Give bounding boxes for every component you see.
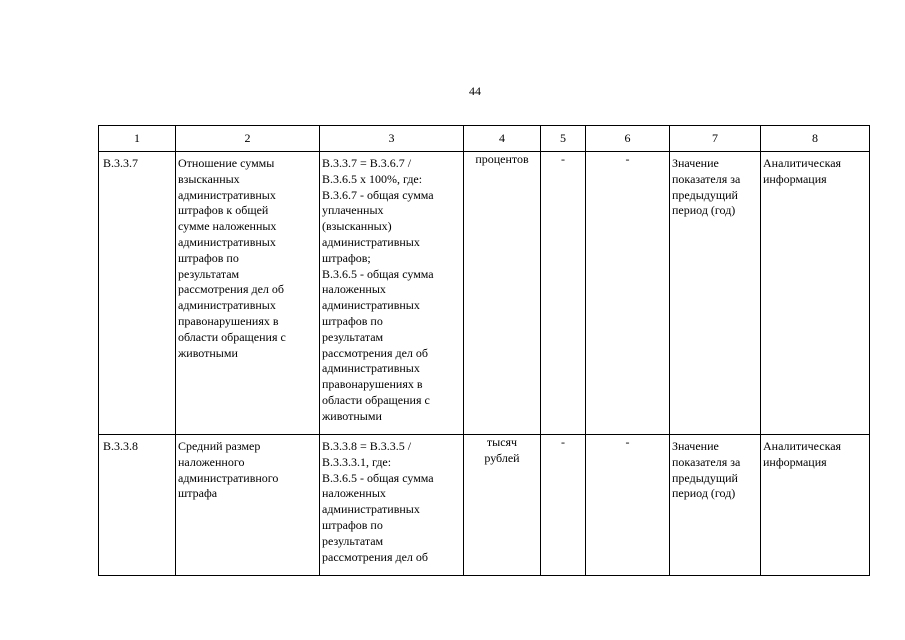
indicator-name-cell: [176, 152, 320, 435]
indicator-unit-cell: [464, 152, 541, 435]
indicator-formula: В.3.3.7 = В.3.6.7 / В.3.6.5 х 100%, где: В.3.6.7 - общая сумма уплаченных (взысканных) административных штрафов; В.3.6.5 - общая сумма наложенных административных штрафов по результатам рассмотрения дел об административных правонарушениях в области обращения с животными: [322, 156, 434, 423]
indicator-value-cell: [670, 152, 761, 435]
indicator-source: Аналитическая информация: [763, 439, 842, 469]
indicator-formula-cell: [320, 152, 464, 435]
indicator-source-cell: [761, 152, 870, 435]
table-row: [99, 435, 870, 576]
header-cell-3: 3: [320, 126, 464, 152]
indicator-formula: В.3.3.8 = В.3.3.5 / В.3.3.3.1, где: В.3.6.5 - общая сумма наложенных административных штрафов по результатам рассмотрения дел об: [322, 439, 434, 564]
header-cell-1: 1: [99, 126, 176, 152]
header-row: [99, 126, 870, 152]
indicator-value: Значение показателя за предыдущий период (год): [672, 439, 741, 501]
header-cell-2: 2: [176, 126, 320, 152]
indicator-value-cell: [670, 435, 761, 576]
indicator-name: Отношение суммы взысканных административных штрафов к общей сумме наложенных административных штрафов по результатам рассмотрения дел об административных правонарушениях в области обращения с животными: [178, 156, 286, 360]
header-cell-8: 8: [761, 126, 870, 152]
indicator-unit: тысяч рублей: [484, 435, 520, 465]
indicator-code-cell: [99, 435, 176, 576]
indicator-source-cell: [761, 435, 870, 576]
indicator-code: В.3.3.7: [103, 156, 139, 170]
indicator-name: Средний размер наложенного административного штрафа: [178, 439, 279, 501]
column-5-cell: [541, 152, 586, 435]
header-cell-5: 5: [541, 126, 586, 152]
indicator-value: Значение показателя за предыдущий период (год): [672, 156, 741, 218]
column-5-cell: [541, 435, 586, 576]
page-number: 44: [469, 84, 481, 98]
column-5-value: -: [561, 435, 565, 449]
column-6-value: -: [625, 152, 630, 166]
indicator-unit-cell: [464, 435, 541, 576]
indicator-formula-cell: [320, 435, 464, 576]
indicator-code-cell: [99, 152, 176, 435]
column-6-value: -: [625, 435, 630, 449]
table-row: [99, 152, 870, 435]
indicator-name-cell: [176, 435, 320, 576]
indicator-table: [98, 125, 870, 576]
column-6-cell: [586, 435, 670, 576]
indicator-unit: процентов: [475, 152, 529, 166]
header-cell-7: 7: [670, 126, 761, 152]
column-5-value: -: [561, 152, 565, 166]
indicator-source: Аналитическая информация: [763, 156, 842, 186]
column-6-cell: [586, 152, 670, 435]
indicator-code: В.3.3.8: [103, 439, 139, 453]
header-cell-4: 4: [464, 126, 541, 152]
header-cell-6: 6: [586, 126, 670, 152]
